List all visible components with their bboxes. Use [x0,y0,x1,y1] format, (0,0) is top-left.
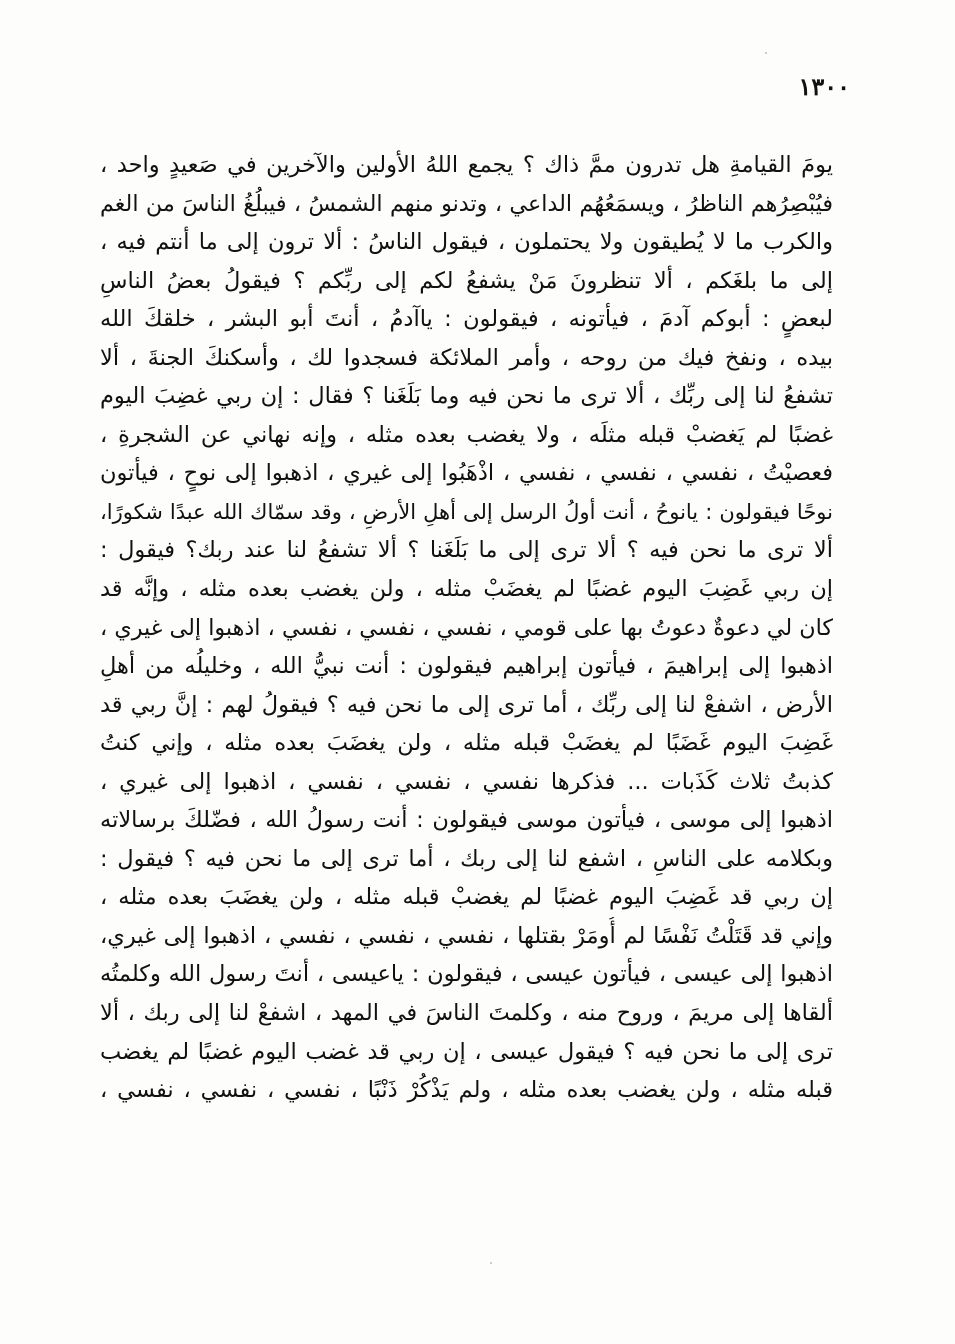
text-line: ألقاها إلى مريمَ ، وروح منه ، وكلمتَ الناسَ في المهد ، اشفعْ لنا إلى ربك ، ألا [100,1000,833,1027]
page-number: ١٣٠٠ [798,72,850,101]
text-line: فيُبْصِرُهم الناظرُ ، ويسمَعُهُم الداعي ، وتدنو منهم الشمسُ ، فيبلُغُ الناسَ من الغم [100,190,833,217]
text-line: وإني قد قَتَلْتُ نَفْسًا لم أُومَرْ بقتلها ، نفسي ، نفسي ، نفسي ، اذهبوا إلى غيري، [100,922,833,949]
text-line: قبله مثله ، ولن يغضب بعده مثله ، ولم يَذْكُرْ ذَنْبًا ، نفسي ، نفسي ، نفسي ، [100,1077,833,1104]
text-line: وبكلامه على الناسِ ، اشفع لنا إلى ربك ، أما ترى إلى ما نحن فيه ؟ فيقول : [100,845,833,872]
text-line: والكرب ما لا يُطيقون ولا يحتملون ، فيقول الناسُ : ألا ترون إلى ما أنتم فيه ، [100,229,833,256]
text-line: غضبًا لم يَغضبْ قبله مثلَه ، ولا يغضب بعده مثله ، وإنه نهاني عن الشجرةِ ، [100,421,833,448]
text-line: لبعضٍ : أبوكم آدمَ ، فيأتونه ، فيقولون : ياآدمُ ، أنتَ أبو البشر ، خلقكَ الله [100,306,833,333]
text-line: يومَ القيامةِ هل تدرون ممَّ ذاك ؟ يجمع اللهُ الأولين والآخرين في صَعيدٍ واحد ، [100,152,833,178]
scan-speck [765,52,767,54]
text-line: اذهبوا إلى إبراهيمَ ، فيأتون إبراهيم فيقولون : أنت نبيُّ الله ، وخليلُه من أهلِ [100,653,833,680]
text-line: كان لي دعوةٌ دعوتُ بها على قومي ، نفسي ، نفسي ، نفسي ، اذهبوا إلى غيري ، [100,614,833,641]
text-line: الأرض ، اشفعْ لنا إلى ربِّك ، أما ترى إلى ما نحن فيه ؟ فيقولُ لهم : إنَّ ربي قد [100,691,833,718]
text-line: فعصيْتُ ، نفسي ، نفسي ، نفسي ، اذْهَبُوا إلى غيري ، اذهبوا إلى نوحٍ ، فيأتون [100,460,833,487]
text-line: نوحًا فيقولون : يانوحُ ، أنت أولُ الرسل إلى أهلِ الأرضِ ، وقد سمّاك الله عبدًا شكورًا، [100,499,833,524]
text-line: تشفعُ لنا إلى ربِّك ، ألا ترى ما نحن فيه وما بَلَغَنا ؟ فقال : إن ربي غضِبَ اليوم [100,383,833,410]
text-line: إن ربي غَضِبَ اليوم غضبًا لم يغضَبْ مثله ، ولن يغضب بعده مثله ، وإنَّه قد [100,576,833,603]
main-text-block [100,146,833,1110]
text-line: إن ربي قد غَضِبَ اليوم غضبًا لم يغضبْ قبله مثله ، ولن يغضَبَ بعده مثله ، [100,884,833,911]
text-line: اذهبوا إلى عيسى ، فيأتون عيسى ، فيقولون : ياعيسى ، أنتَ رسول الله وكلمتُه [100,961,833,988]
text-line: ترى إلى ما نحن فيه ؟ فيقول عيسى ، إن ربي قد غضب اليوم غضبًا لم يغضب [100,1038,833,1065]
text-line: إلى ما بلغَكم ، ألا تنظرونَ مَنْ يشفعُ لكم إلى ربِّكم ؟ فيقولُ بعضُ الناسِ [100,267,833,294]
text-line: غَضِبَ اليوم غَضَبًا لم يغضَبْ قبله مثله ، ولن يغضَبَ بعده مثله ، وإني كنتُ [100,730,833,757]
text-line: كذبتُ ثلاث كَذَبات ... فذكرها نفسي ، نفسي ، نفسي ، اذهبوا إلى غيري ، [100,768,833,795]
text-line: ألا ترى ما نحن فيه ؟ ألا ترى إلى ما بَلَغَنا ؟ ألا تشفعُ لنا عند ربك؟ فيقول : [100,537,833,564]
text-line: بيده ، ونفخ فيك من روحه ، وأمر الملائكة فسجدوا لك ، وأسكنكَ الجنةَ ، ألا [100,344,833,371]
text-line: اذهبوا إلى موسى ، فيأتون موسى فيقولون : أنت رسولُ الله ، فضّلكَ برسالاته [100,807,833,834]
scan-speck [490,1262,492,1264]
